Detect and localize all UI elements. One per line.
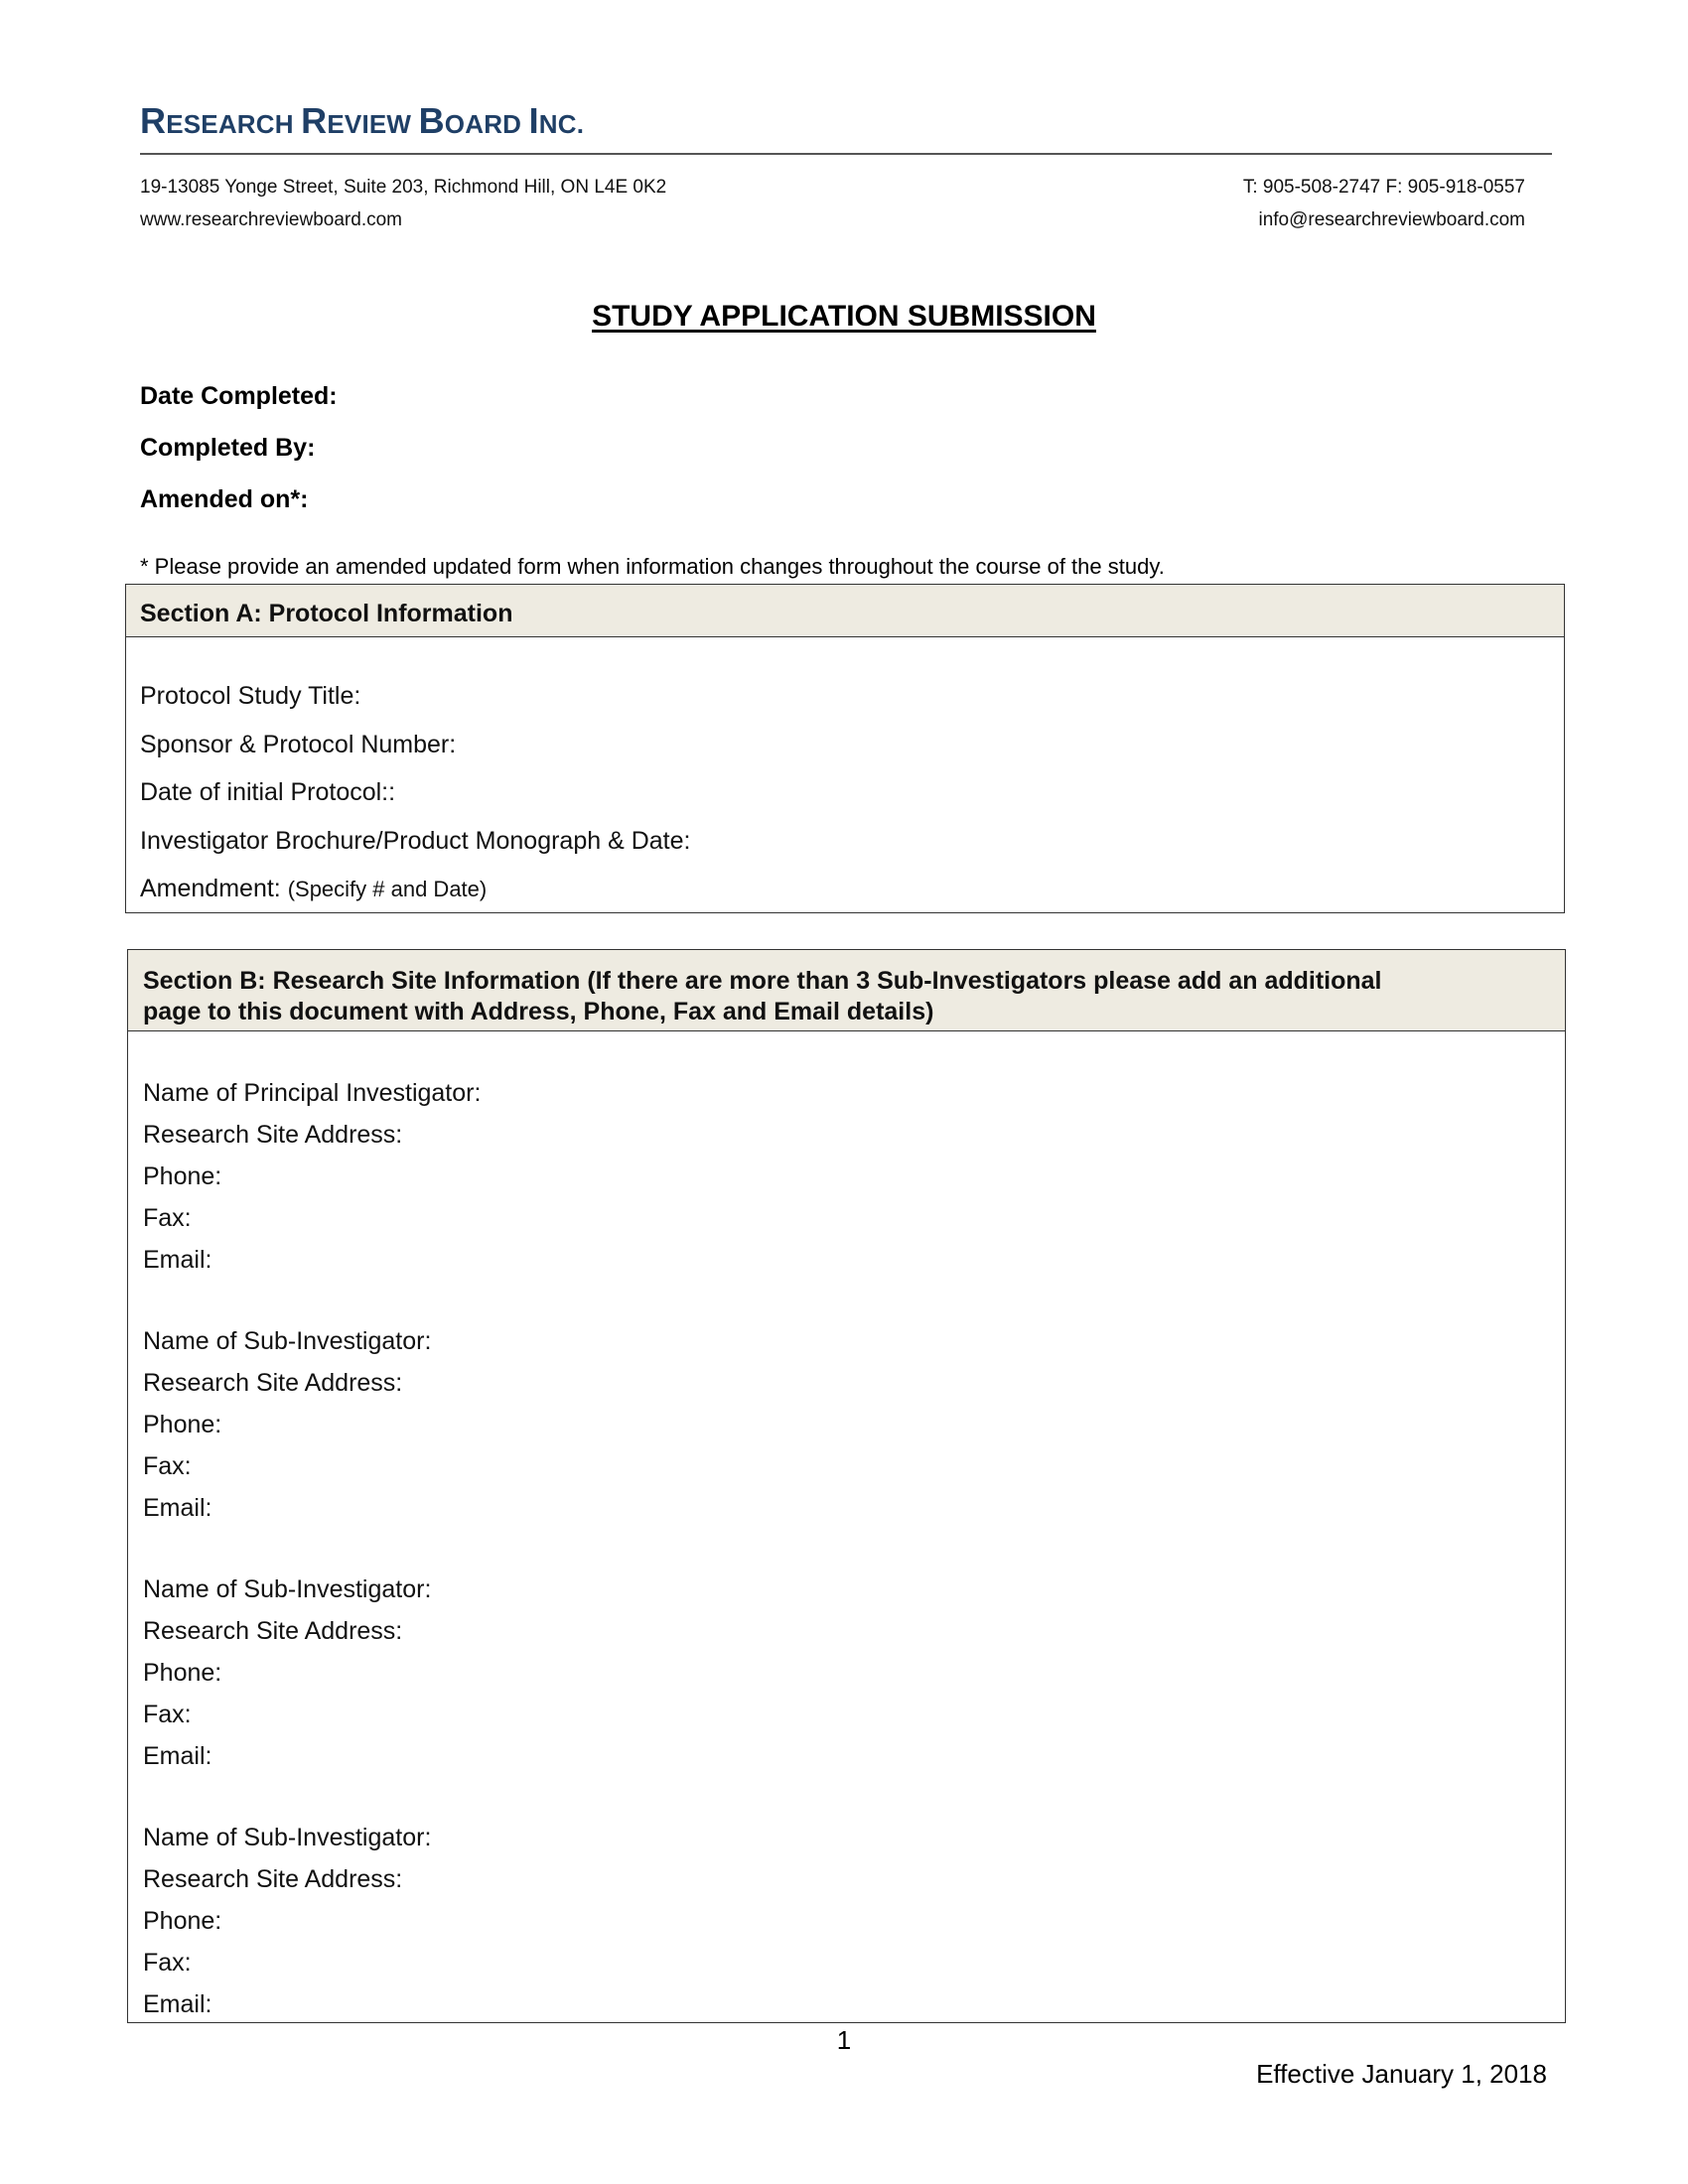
effective-date: Effective January 1, 2018 xyxy=(1256,2059,1547,2089)
protocol-study-title-label: Protocol Study Title: xyxy=(140,682,361,710)
sub-investigator-1-email-label: Email: xyxy=(143,1494,212,1522)
sub-investigator-3-phone-label: Phone: xyxy=(143,1907,222,1935)
amendment-hint: (Specify # and Date) xyxy=(287,877,488,901)
sub-investigator-1-phone-label: Phone: xyxy=(143,1411,222,1438)
section-b-header-line1: Section B: Research Site Information (If there are more than 3 Sub-Investigators please add an additional xyxy=(143,967,1382,995)
section-b-box xyxy=(127,949,1566,2023)
address-text: 19-13085 Yonge Street, Suite 203, Richmond Hill, ON L4E 0K2 xyxy=(140,177,667,198)
date-completed-label: Date Completed: xyxy=(140,382,338,410)
pi-email-label: Email: xyxy=(143,1246,212,1274)
completed-by-label: Completed By: xyxy=(140,434,316,462)
sub-investigator-2-name-label: Name of Sub-Investigator: xyxy=(143,1575,432,1603)
sub-investigator-1-address-label: Research Site Address: xyxy=(143,1369,403,1397)
sub-investigator-2-fax-label: Fax: xyxy=(143,1701,192,1728)
investigator-brochure-label: Investigator Brochure/Product Monograph & Date: xyxy=(140,827,691,855)
form-title: STUDY APPLICATION SUBMISSION xyxy=(592,300,1096,333)
amendment-label: Amendment: (Specify # and Date) xyxy=(140,875,488,902)
phone-fax-text: T: 905-508-2747 F: 905-918-0557 xyxy=(1242,177,1525,198)
pi-site-address-label: Research Site Address: xyxy=(143,1121,403,1149)
sub-investigator-3-address-label: Research Site Address: xyxy=(143,1865,403,1893)
sponsor-protocol-number-label: Sponsor & Protocol Number: xyxy=(140,731,457,758)
sub-investigator-2-email-label: Email: xyxy=(143,1742,212,1770)
section-b-header xyxy=(128,950,1565,1031)
section-a-header: Section A: Protocol Information xyxy=(126,585,1564,637)
page-number: 1 xyxy=(836,2025,852,2055)
website-link[interactable]: www.researchreviewboard.com xyxy=(140,209,402,230)
sub-investigator-3-fax-label: Fax: xyxy=(143,1949,192,1977)
pi-fax-label: Fax: xyxy=(143,1204,192,1232)
amendment-note: * Please provide an amended updated form when information changes throughout the course of the study. xyxy=(140,554,1165,579)
section-b-header-line2: page to this document with Address, Phone, Fax and Email details) xyxy=(143,998,934,1025)
sub-investigator-2-phone-label: Phone: xyxy=(143,1659,222,1687)
amended-on-label: Amended on*: xyxy=(140,485,309,513)
organization-name: RESEARCH REVIEW BOARD INC. xyxy=(140,100,585,141)
initial-protocol-date-label: Date of initial Protocol:: xyxy=(140,778,396,806)
pi-phone-label: Phone: xyxy=(143,1162,222,1190)
sub-investigator-1-name-label: Name of Sub-Investigator: xyxy=(143,1327,432,1355)
principal-investigator-name-label: Name of Principal Investigator: xyxy=(143,1079,482,1107)
email-link[interactable]: info@researchreviewboard.com xyxy=(1258,209,1525,230)
contact-left xyxy=(140,171,666,236)
header-divider xyxy=(140,153,1552,155)
sub-investigator-2-address-label: Research Site Address: xyxy=(143,1617,403,1645)
sub-investigator-3-name-label: Name of Sub-Investigator: xyxy=(143,1824,432,1851)
sub-investigator-1-fax-label: Fax: xyxy=(143,1452,192,1480)
sub-investigator-3-email-label: Email: xyxy=(143,1990,212,2018)
contact-right xyxy=(1243,171,1525,236)
